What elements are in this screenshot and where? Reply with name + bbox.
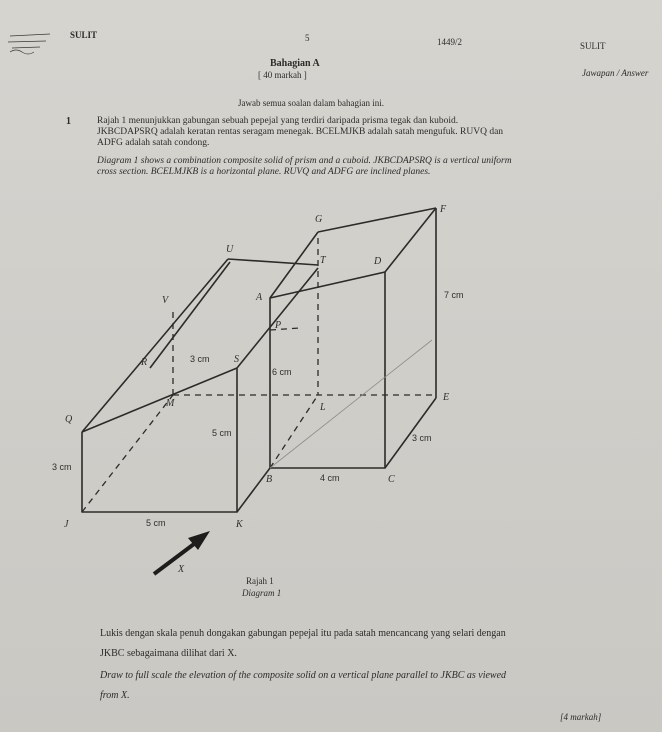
vertex-e: E: [443, 392, 450, 403]
dim-6cm: 6 cm: [272, 367, 292, 377]
vertex-d: D: [374, 256, 382, 267]
vertex-g: G: [315, 214, 323, 225]
vertex-c: C: [388, 474, 395, 485]
dim-3cm-top: 3 cm: [190, 354, 210, 364]
edge-s-p: [237, 268, 318, 368]
task-malay: Lukis dengan skala penuh dongakan gabungan pepejal itu pada satah mencancang yang selari dengan JKBC sebagaimana dilihat dari X.: [100, 628, 506, 659]
vertex-t: T: [320, 255, 326, 266]
question-number: 1: [66, 116, 71, 127]
vertex-j: J: [64, 519, 69, 530]
vertex-s: S: [234, 354, 239, 365]
paper-code: 1449/2: [437, 37, 463, 47]
pencil-guide-line: [270, 340, 432, 468]
edge-g-f: [318, 208, 436, 232]
dim-5cm-mid: 5 cm: [212, 428, 232, 438]
view-label-x: X: [178, 564, 185, 575]
question-text-english: Diagram 1 shows a combination composite solid of prism and a cuboid. JKBCDAPSRQ is a vertical uniform cross section. BCELMJKB is a horizontal plane. RUVQ and ADFG are inclined planes.: [97, 156, 512, 177]
vertex-u: U: [226, 244, 234, 255]
task-english: Draw to full scale the elevation of the composite solid on a vertical plane parallel to JKBC as viewed from X.: [100, 670, 507, 701]
vertex-b: B: [266, 474, 273, 485]
question-text-malay: Rajah 1 menunjukkan gabungan sebuah pepejal yang terdiri daripada prisma tegak dan kuboid. JKBCDAPSRQ adalah keratan rentas seragam menegak. BCELMJKB adalah satah mengufuk. RUVQ dan ADFG adalah satah condong.: [97, 116, 504, 148]
vertex-f: F: [440, 204, 447, 215]
section-instruction: Jawab semua soalan dalam bahagian ini.: [238, 98, 384, 108]
header-sulit-left: SULIT: [70, 30, 98, 40]
header-sulit-right: SULIT: [580, 41, 606, 51]
caption-english: Diagram 1: [242, 588, 282, 598]
answer-column-label: Jawapan / Answer: [582, 68, 649, 78]
prism-front-face: [82, 368, 237, 512]
hidden-edge-b-l: [270, 395, 318, 468]
vertex-k: K: [236, 519, 243, 530]
edge-q-u: [82, 259, 228, 432]
edge-r-v: [150, 262, 230, 368]
task-marks: [4 markah]: [560, 712, 602, 722]
vertex-v: V: [162, 295, 169, 306]
vertex-p: P: [275, 320, 282, 331]
page-number: 5: [305, 33, 310, 43]
vertex-l: L: [320, 402, 326, 413]
vertex-a: A: [256, 292, 263, 303]
section-marks: [ 40 markah ]: [258, 70, 307, 80]
vertex-m: M: [166, 398, 175, 409]
edge-u-t: [228, 259, 318, 265]
dim-4cm: 4 cm: [320, 473, 340, 483]
dim-3cm-left: 3 cm: [52, 462, 72, 472]
vertex-q: Q: [65, 414, 73, 425]
dim-7cm: 7 cm: [444, 290, 464, 300]
caption-malay: Rajah 1: [246, 576, 274, 586]
dim-5cm-bottom: 5 cm: [146, 518, 166, 528]
section-title: Bahagian A: [270, 58, 320, 69]
vertex-r: R: [141, 357, 148, 368]
dim-3cm-right: 3 cm: [412, 433, 432, 443]
